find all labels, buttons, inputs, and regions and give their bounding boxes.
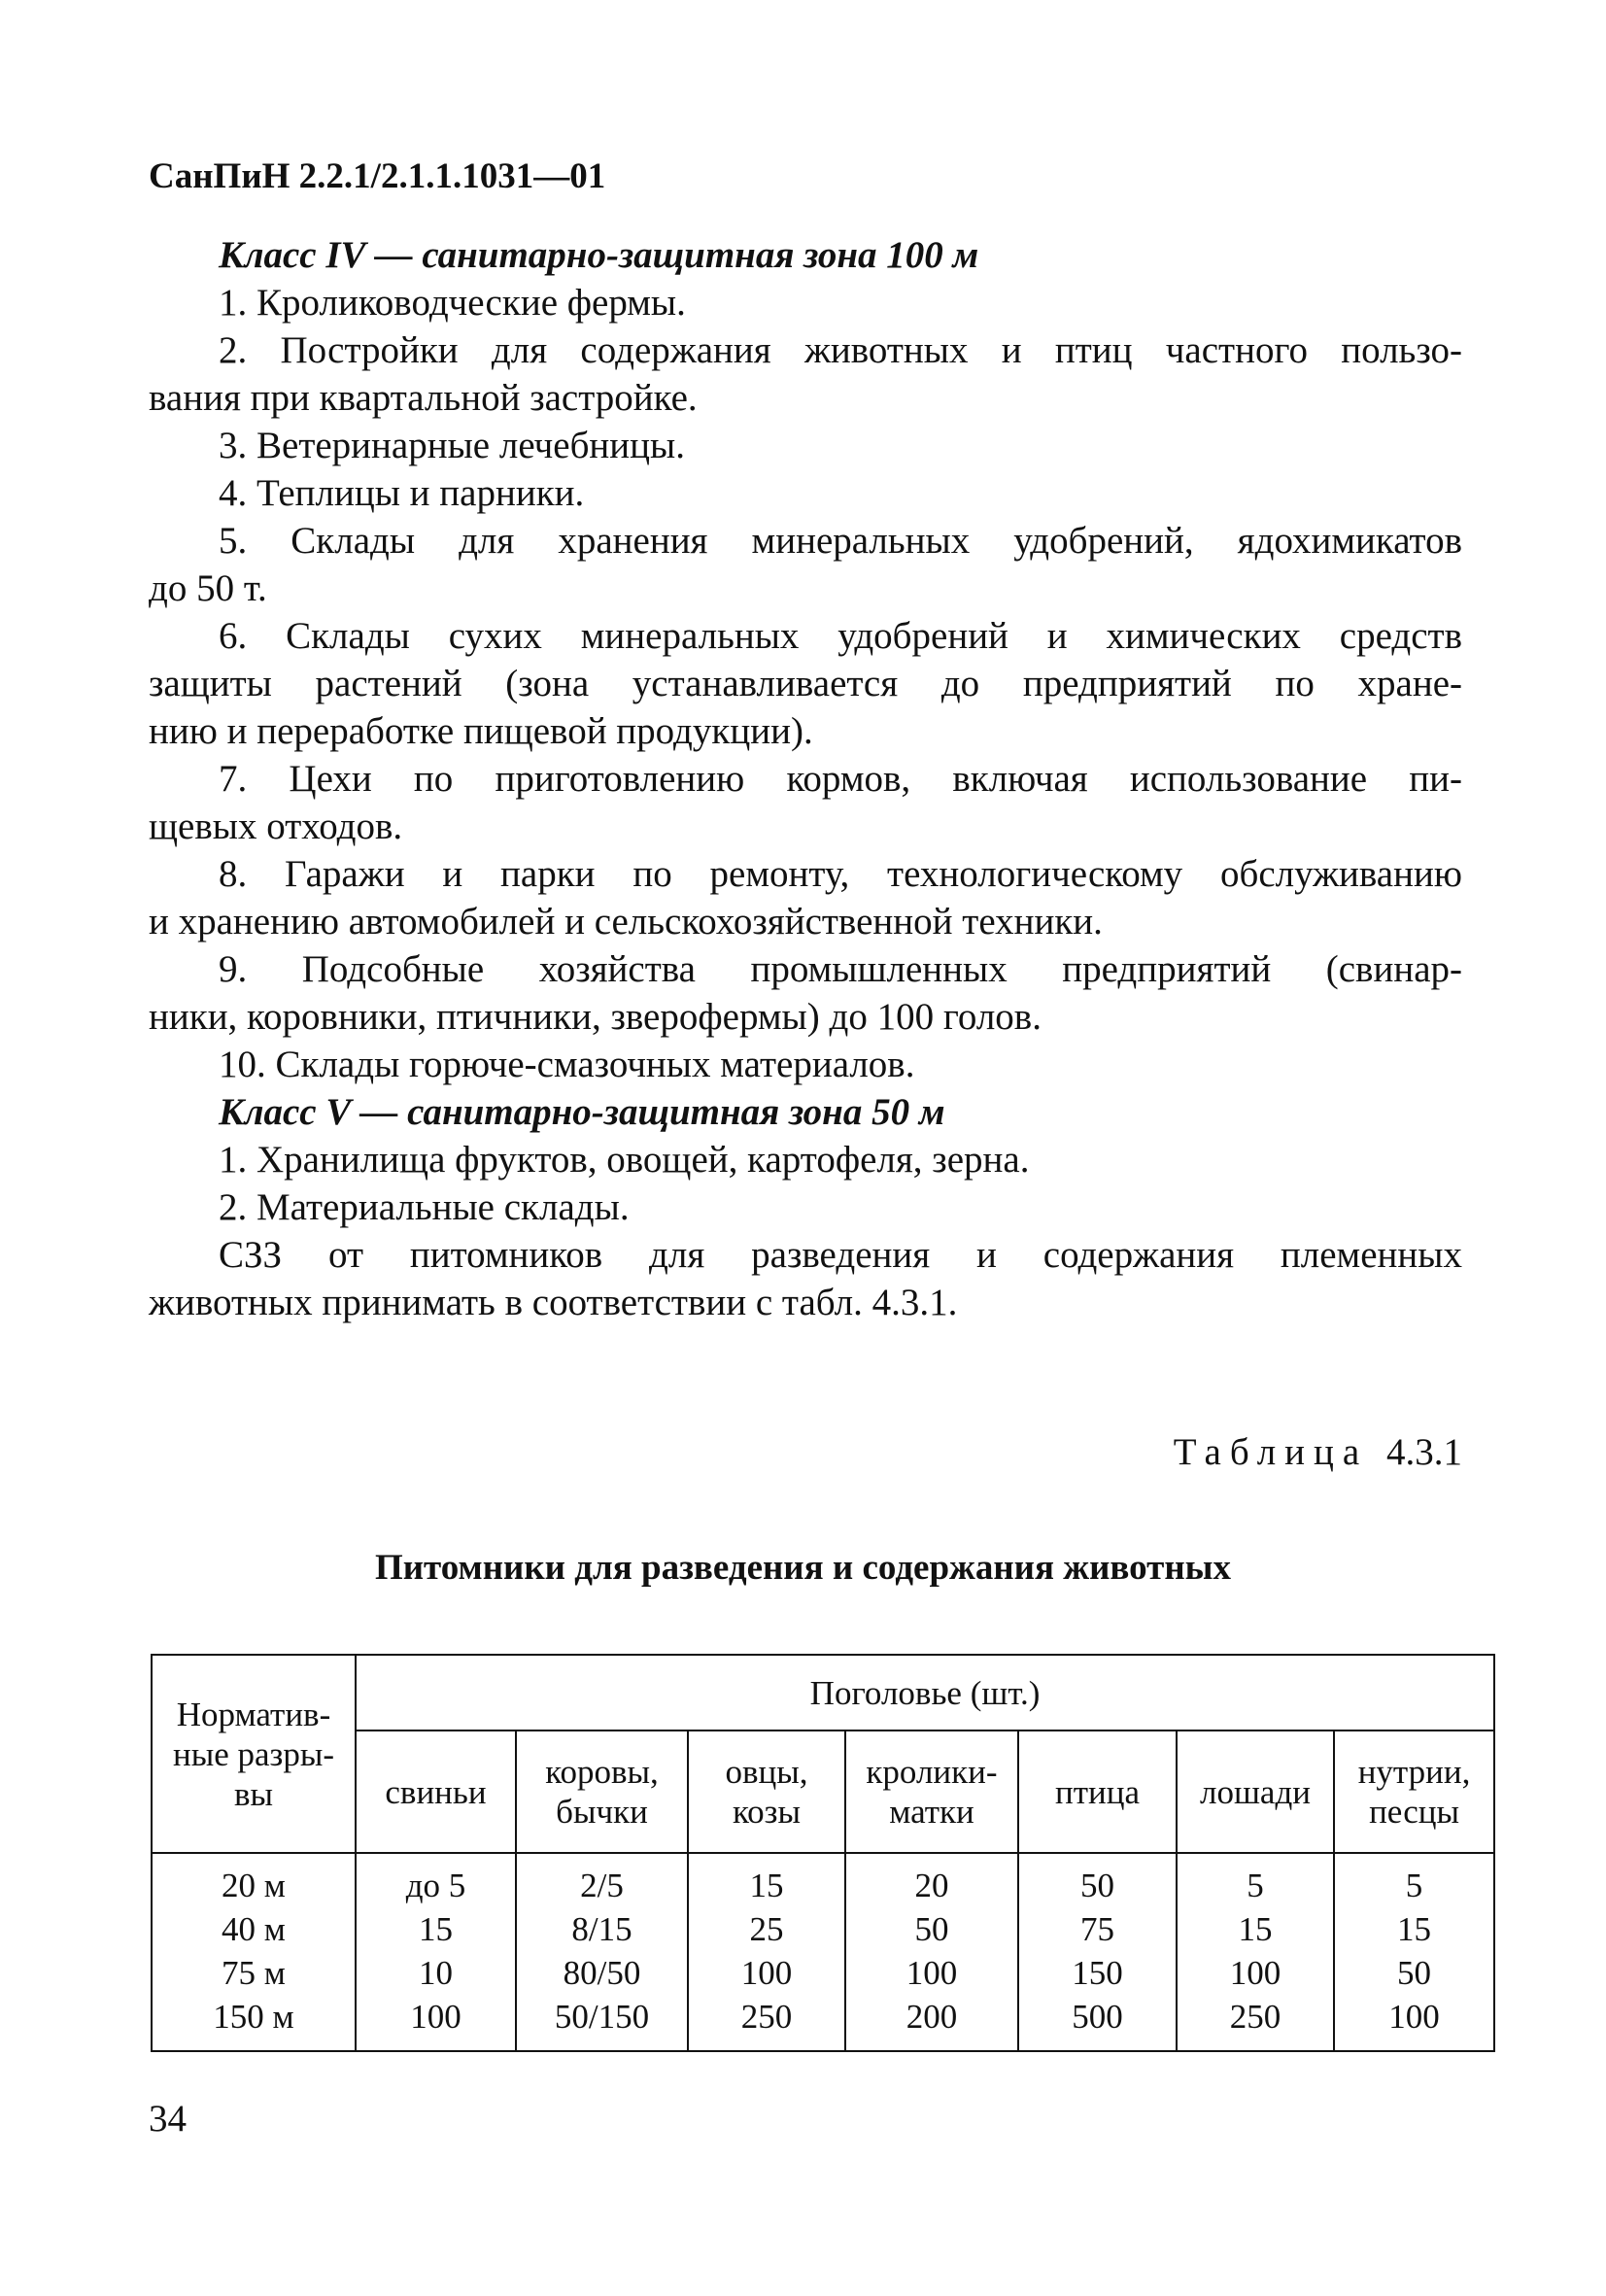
table-cell: 2/5 <box>580 1867 624 1904</box>
table-caption-number: 4.3.1 <box>1386 1431 1462 1473</box>
body-text <box>149 231 1462 1326</box>
table-cell: 50 <box>914 1910 949 1948</box>
table-cell: 20 м <box>222 1867 286 1904</box>
table-cell: 10 <box>419 1954 453 1992</box>
table-cell: 500 <box>1072 1998 1123 2036</box>
group-header-text: Поголовье (шт.) <box>809 1673 1041 1712</box>
paragraph-line: 8. Гаражи и парки по ремонту, технологическому обслуживанию <box>219 853 1462 895</box>
horses-column <box>1177 1853 1334 2051</box>
row-header-cell <box>152 1655 356 1853</box>
table-cell: 150 <box>1072 1954 1123 1992</box>
paragraph-line: 9. Подсобные хозяйства промышленных предприятий (свинар- <box>219 948 1462 990</box>
paragraph-line: до 50 т. <box>149 567 267 609</box>
paragraph-line: вания при квартальной застройке. <box>149 377 698 419</box>
table-caption-word: Таблица <box>1173 1431 1369 1473</box>
table-cell: 15 <box>749 1867 784 1904</box>
table-cell: 100 <box>410 1998 461 2036</box>
table-cell: 100 <box>740 1954 793 1992</box>
class-iv-heading: Класс IV — санитарно-защитная зона 100 м <box>219 234 979 276</box>
table-cell: 25 <box>749 1910 784 1948</box>
distance-column <box>152 1853 356 2051</box>
paragraph-line: 6. Склады сухих минеральных удобрений и химических средств <box>219 615 1462 657</box>
table-cell: 150 м <box>213 1998 294 2036</box>
table-cell: 15 <box>1238 1910 1273 1948</box>
paragraph-line: СЗЗ от питомников для разведения и содержания племенных <box>219 1234 1462 1276</box>
paragraph-line: нию и переработке пищевой продукции). <box>149 710 813 752</box>
paragraph-line: защиты растений (зона устанавливается до предприятий по хране- <box>149 663 1462 704</box>
paragraph-line: 5. Склады для хранения минеральных удобрений, ядохимикатов <box>219 520 1462 562</box>
table-title: Питомники для разведения и содержания животных <box>374 1548 1232 1588</box>
table-cell: 50 <box>1397 1954 1432 1992</box>
table-caption <box>1174 1430 1462 1474</box>
class-v-heading: Класс V — санитарно-защитная зона 50 м <box>219 1091 945 1133</box>
table-cell: 15 <box>419 1910 453 1948</box>
table-cell: 50 <box>1080 1867 1114 1904</box>
page-number: 34 <box>149 2098 187 2140</box>
cows-column <box>516 1853 688 2051</box>
table-cell: 100 <box>906 1954 958 1992</box>
column-header: лошади <box>1177 1731 1334 1853</box>
group-header-cell <box>356 1655 1494 1731</box>
paragraph-line: 7. Цехи по приготовлению кормов, включая использование пи- <box>219 758 1462 800</box>
paragraph-line: щевых отходов. <box>149 805 403 847</box>
paragraph-line: 10. Склады горюче-смазочных материалов. <box>219 1044 915 1085</box>
table-cell: 20 <box>914 1867 949 1904</box>
table-cell: 15 <box>1397 1910 1432 1948</box>
paragraph-line: 4. Теплицы и парники. <box>219 472 585 514</box>
paragraph-line: 1. Хранилища фруктов, овощей, картофеля, зерна. <box>219 1139 1030 1181</box>
table-cell: 250 <box>1229 1998 1281 2036</box>
column-header: коровы, бычки <box>516 1731 688 1853</box>
paragraph-line: 2. Материальные склады. <box>219 1186 630 1228</box>
column-header: птица <box>1018 1731 1177 1853</box>
table-cell: 100 <box>1229 1954 1281 1992</box>
paragraph-line: животных принимать в соответствии с табл. 4.3.1. <box>149 1282 958 1323</box>
table-cell: 50/150 <box>554 1998 650 2036</box>
table-cell: до 5 <box>405 1867 466 1904</box>
livestock-table <box>151 1654 1495 2052</box>
table-cell: 100 <box>1388 1998 1440 2036</box>
pigs-column <box>356 1853 516 2051</box>
table-cell: 5 <box>1405 1867 1423 1904</box>
paragraph-line: 3. Ветеринарные лечебницы. <box>219 425 685 466</box>
paragraph-line: 1. Кролиководческие фермы. <box>219 282 686 324</box>
nutria-column <box>1334 1853 1494 2051</box>
table-cell: 80/50 <box>563 1954 641 1992</box>
rabbits-column <box>845 1853 1018 2051</box>
table-cell: 5 <box>1247 1867 1264 1904</box>
column-header: овцы, козы <box>688 1731 845 1853</box>
table-cell: 200 <box>906 1998 958 2036</box>
row-header-text: Норматив- ные разры- вы <box>172 1695 335 1813</box>
table-cell: 8/15 <box>571 1910 632 1948</box>
document-code: СанПиН 2.2.1/2.1.1.1031—01 <box>149 156 606 196</box>
table-cell: 250 <box>740 1998 793 2036</box>
table-cell: 75 м <box>222 1954 286 1992</box>
column-header: свиньи <box>356 1731 516 1853</box>
sheep-column <box>688 1853 845 2051</box>
paragraph-line: 2. Постройки для содержания животных и птиц частного пользо- <box>219 329 1462 371</box>
paragraph-line: и хранению автомобилей и сельскохозяйственной техники. <box>149 901 1103 942</box>
table-cell: 40 м <box>222 1910 286 1948</box>
paragraph-line: ники, коровники, птичники, зверофермы) до 100 голов. <box>149 996 1042 1038</box>
column-header: кролики- матки <box>845 1731 1018 1853</box>
column-header: нутрии, песцы <box>1334 1731 1494 1853</box>
table-cell: 75 <box>1080 1910 1114 1948</box>
poultry-column <box>1018 1853 1177 2051</box>
